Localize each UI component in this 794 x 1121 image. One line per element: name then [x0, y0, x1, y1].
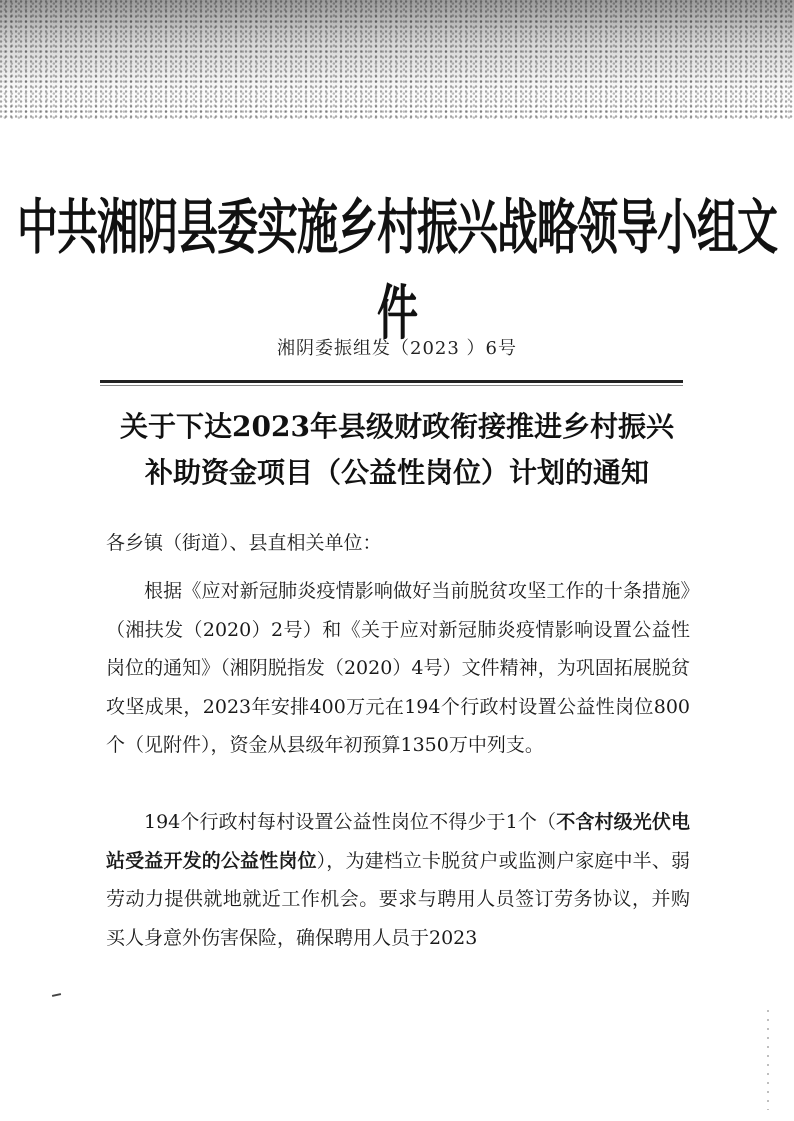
scan-stray-mark — [52, 993, 61, 997]
document-title — [60, 404, 734, 496]
header-divider — [100, 380, 683, 383]
document-title-line-1: 关于下达2023年县级财政衔接推进乡村振兴 — [120, 410, 674, 443]
header-divider-thin — [100, 385, 683, 386]
paragraph-2 — [106, 803, 690, 957]
scan-edge-noise — [767, 1010, 769, 1110]
document-issuer-header: 中共湘阴县委实施乡村振兴战略领导小组文件 — [17, 193, 777, 349]
paragraph-1: 根据《应对新冠肺炎疫情影响做好当前脱贫攻坚工作的十条措施》（湘扶发（2020）2号）和《关于应对新冠肺炎疫情影响设置公益性岗位的通知》（湘阴脱指发（2020）4号）文件精神，为巩固拓展脱贫攻坚成果，2023年安排400万元在194个行政村设置公益性岗位800个（见附件），资金从县级年初预算1350万中列支。 — [106, 580, 690, 756]
paragraph-2-start: 194个行政村每村设置公益性岗位不得少于1个（ — [144, 811, 557, 833]
paragraph-2-bold-clause: 不含村级光伏电站受益开发的公益性岗位 — [106, 811, 690, 872]
document-number: 湘阴委振组发（2023 ）6号 — [277, 338, 517, 359]
paragraph-2-end: ），为建档立卡脱贫户或监测户家庭中半、弱劳动力提供就地就近工作机会。要求与聘用人员签订劳务协议，并购买人身意外伤害保险，确保聘用人员于2023 — [106, 849, 690, 949]
scan-noise-band — [0, 0, 794, 120]
document-title-line-2: 补助资金项目（公益性岗位）计划的通知 — [144, 456, 649, 489]
salutation: 各乡镇（街道）、县直相关单位： — [106, 532, 382, 554]
